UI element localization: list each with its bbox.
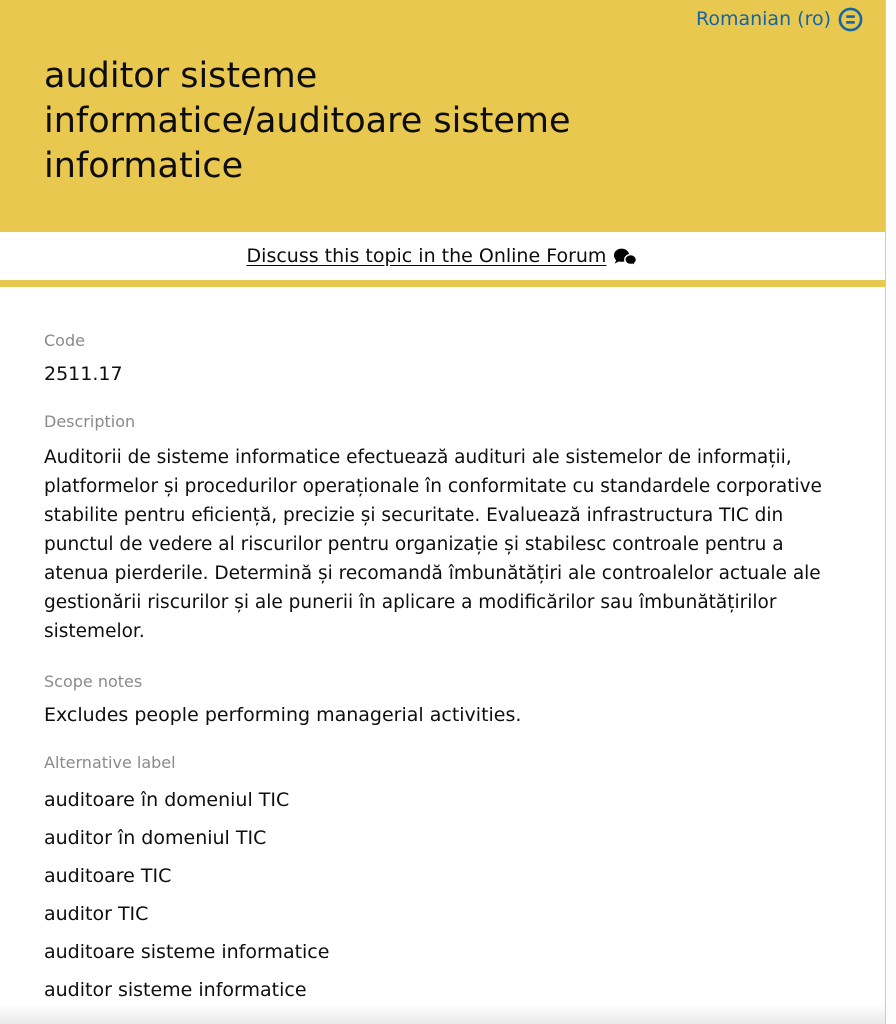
speech-bubbles-icon[interactable] — [613, 248, 638, 267]
forum-link[interactable]: Discuss this topic in the Online Forum — [246, 245, 607, 267]
code-value: 2511.17 — [44, 363, 123, 385]
language-selector — [44, 5, 863, 33]
equals-circle-icon[interactable] — [838, 7, 863, 32]
scope-notes-label: Scope notes — [44, 672, 143, 691]
page-title-line: auditor sisteme — [44, 56, 318, 96]
forum-bar — [0, 232, 885, 280]
scope-notes-text: Excludes people performing managerial activities. — [44, 704, 522, 726]
alternative-label-item: auditor în domeniul TIC — [44, 827, 267, 849]
alternative-labels-list — [44, 790, 845, 1000]
page-title — [44, 54, 863, 189]
alternative-label-label: Alternative label — [44, 753, 176, 772]
divider-rule — [0, 280, 885, 287]
alternative-label-item: auditor TIC — [44, 903, 149, 925]
language-selector-link[interactable]: Romanian (ro) — [695, 8, 831, 30]
page-title-line: informatice — [44, 146, 244, 186]
code-label: Code — [44, 331, 85, 350]
occupation-header — [0, 0, 885, 232]
description-text: Auditorii de sisteme informatice efectuează audituri ale sistemelor de informații, platformelor și procedurilor operaționale în conformitate cu standardele corporative stabilite pentru eficiență, precizie și securitate. Evaluează infrastructura TIC din punctul de vedere al riscurilor pentru organizație și stabilesc controale pentru a atenua pierderile. Determină și recomandă îmbunătățiri ale controalelor actuale ale gestionării riscurilor și ale punerii în aplicare a modificărilor sau îmbunătățirilor sistemelor. — [44, 447, 822, 642]
scrollbar-track[interactable] — [885, 0, 896, 1024]
alternative-label-item: auditoare sisteme informatice — [44, 941, 330, 963]
bottom-fade — [0, 1004, 885, 1024]
page-title-line: informatice/auditoare sisteme — [44, 101, 571, 141]
alternative-label-item: auditoare în domeniul TIC — [44, 789, 290, 811]
occupation-details — [0, 287, 885, 1000]
alternative-label-item: auditor sisteme informatice — [44, 979, 307, 1001]
description-label: Description — [44, 412, 136, 431]
alternative-label-item: auditoare TIC — [44, 865, 172, 887]
